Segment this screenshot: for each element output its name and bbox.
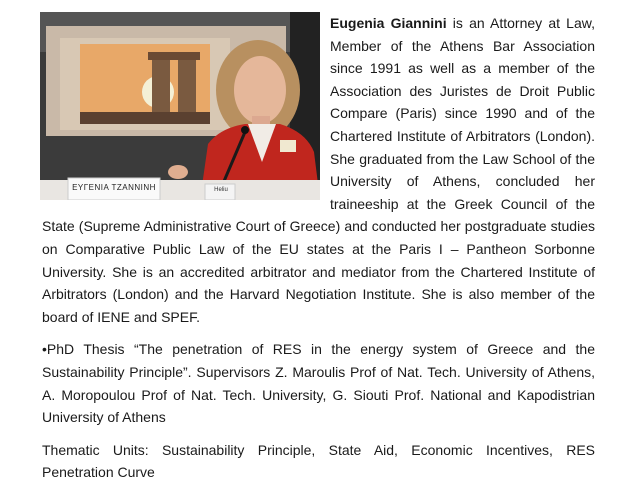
nameplate-label: ΕΥΓΕΝΙΑ ΤΖΑΝΝΙΝΗ xyxy=(72,183,156,192)
nameplate-label-secondary: Heliu xyxy=(214,187,228,193)
bio-text: is an Attorney at Law, Member of the Athens Bar Association since 1991 as well as a member of the Association des Juristes de Droit Public Compare (Paris) since 1990 and of the Chartered Institute of Arbitrators (London). She graduated from the Law School of the University of Athens, concluded her traineeship at the Greek Council of the State (Supreme Administrative Court of Greece) and conducted her postgraduate studies on Comparative Public Law of the EU states at the Paris I – Pantheon Sorbonne University. She is an accredited arbitrator and mediator from the Chartered Institute of Arbitrators (London) and the Harvard Negotiation Institute. She is also member of the board of IENE and SPEF. xyxy=(42,15,595,325)
person-name: Eugenia Giannini xyxy=(330,15,447,31)
portrait-photo xyxy=(40,12,320,200)
document-page xyxy=(42,12,595,484)
thematic-units-paragraph: Thematic Units: Sustainability Principle, State Aid, Economic Incentives, RES Penetration Curve xyxy=(42,441,595,481)
thesis-paragraph: •PhD Thesis “The penetration of RES in the energy system of Greece and the Sustainability Principle”. Supervisors Z. Maroulis Prof of Nat. Tech. University of Athens, A. Moropoulou Prof of Nat. Tech. University, G. Siouti Prof. National and Kapodistrian University of Athens xyxy=(42,341,595,426)
portrait-illustration xyxy=(40,12,320,200)
